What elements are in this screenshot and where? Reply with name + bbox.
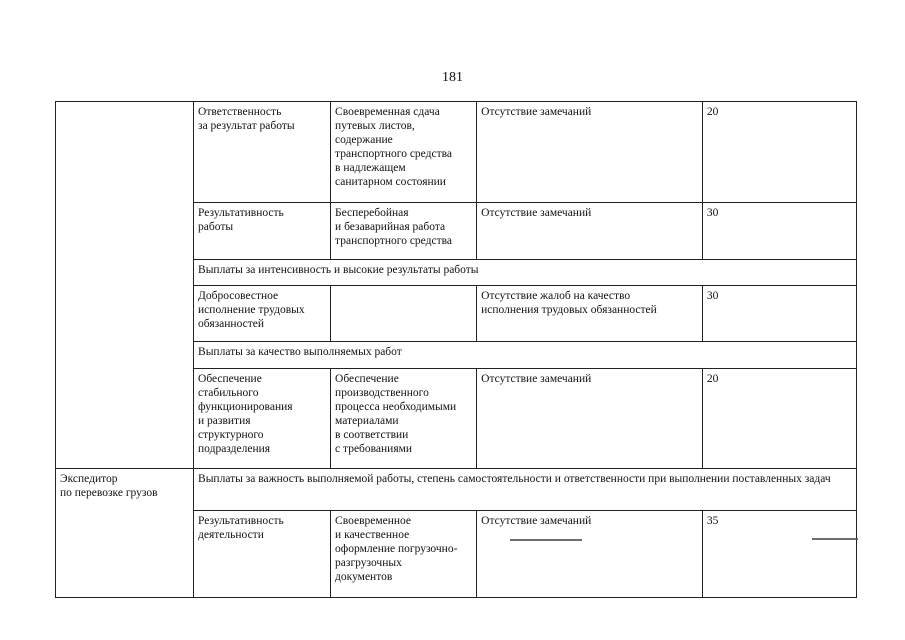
evaluation-cell: Отсутствие замечаний: [477, 102, 703, 203]
condition-cell: [331, 286, 477, 342]
evaluation-cell: Отсутствие замечаний: [477, 511, 703, 598]
section-row: [56, 469, 857, 511]
condition-cell: Бесперебойная и безаварийная работа транспортного средства: [331, 203, 477, 260]
points-cell: 30: [702, 203, 856, 260]
criterion-cell: Обеспечение стабильного функционирования и развития структурного подразделения: [194, 369, 331, 469]
page-number: 181: [442, 70, 463, 85]
criterion-cell: Ответственность за результат работы: [194, 102, 331, 203]
condition-cell: Обеспечение производственного процесса необходимыми материалами в соответствии с требованиями: [331, 369, 477, 469]
position-cell: [56, 102, 194, 469]
evaluation-cell: Отсутствие жалоб на качество исполнения трудовых обязанностей: [477, 286, 703, 342]
criterion-cell: Добросовестное исполнение трудовых обязанностей: [194, 286, 331, 342]
points-cell: 30: [702, 286, 856, 342]
evaluation-cell: Отсутствие замечаний: [477, 203, 703, 260]
points-cell: 20: [702, 369, 856, 469]
scan-mark: [510, 539, 582, 541]
table-row: [56, 102, 857, 203]
criterion-cell: Результативность работы: [194, 203, 331, 260]
criteria-table: [55, 101, 857, 598]
scan-mark: [812, 538, 858, 540]
section-heading: Выплаты за интенсивность и высокие результаты работы: [194, 260, 857, 286]
points-cell: 20: [702, 102, 856, 203]
condition-cell: Своевременная сдача путевых листов, содержание транспортного средства в надлежащем санитарном состоянии: [331, 102, 477, 203]
condition-cell: Своевременное и качественное оформление погрузочно- разгрузочных документов: [331, 511, 477, 598]
evaluation-cell: Отсутствие замечаний: [477, 369, 703, 469]
section-heading: Выплаты за качество выполняемых работ: [194, 342, 857, 369]
criterion-cell: Результативность деятельности: [194, 511, 331, 598]
points-cell: 35: [702, 511, 856, 598]
position-cell: Экспедитор по перевозке грузов: [56, 469, 194, 598]
section-heading: Выплаты за важность выполняемой работы, степень самостоятельности и ответственности при выполнении поставленных задач: [194, 469, 857, 511]
